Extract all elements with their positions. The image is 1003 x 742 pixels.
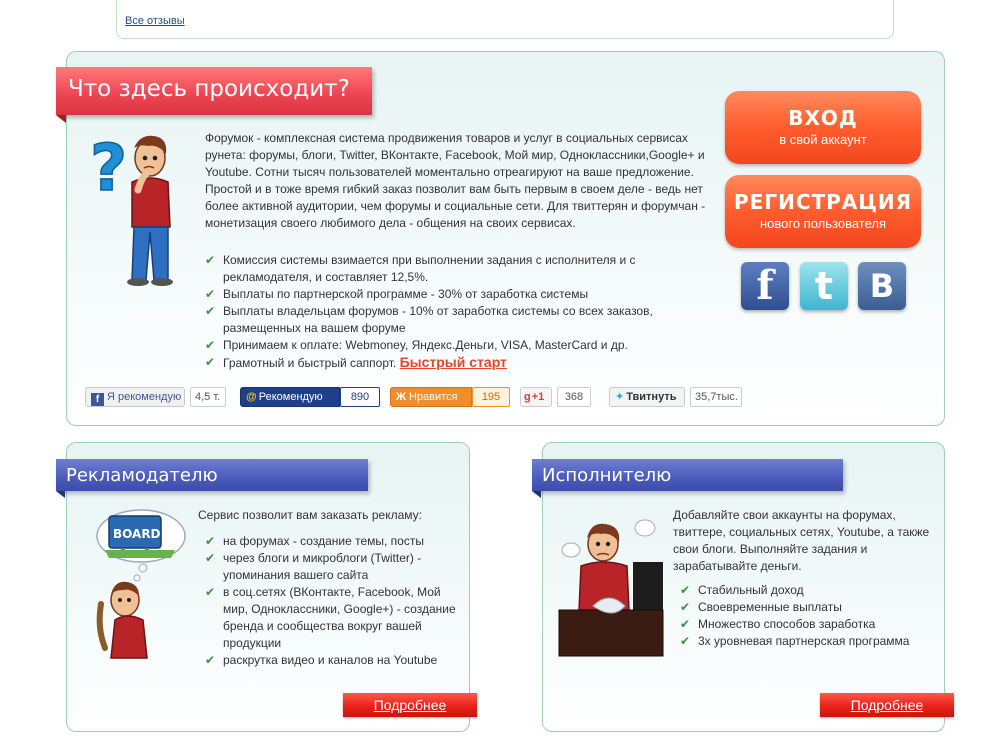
quick-start-link[interactable]: Быстрый старт [399,354,507,370]
tweet-button[interactable] [609,387,685,407]
twitter-icon[interactable] [800,262,848,310]
login-button[interactable] [725,91,921,164]
list-item: ✔ Стабильный доход [680,582,930,599]
list-item: ✔ Выплаты по партнерской программе - 30% от заработка системы [205,286,675,303]
advertiser-intro: Сервис позволит вам заказать рекламу: [198,508,422,522]
list-item: ✔ в соц.сетях (ВКонтакте, Facebook, Мой мир, Одноклассники, Google+) - создание бренда и сообщества вокруг вашей продукции [205,584,465,652]
list-item: ✔ Своевременные выплаты [680,599,930,616]
list-item: ✔ 3х уровневая партнерская программа [680,633,930,650]
list-item: ✔ Комиссия системы взимается при выполнении задания с исполнителя и с рекламодателя, и составляет 12,5%. [205,252,675,286]
list-item: ✔ на форумах - создание темы, посты [205,533,465,550]
facebook-icon-glyph: f [756,262,774,309]
about-intro: Форумок - комплексная система продвижения товаров и услуг в социальных сервисах рунета: форумы, блоги, Twitter, ВКонтакте, Facebook, Мой мир, Одноклассники,Google+ и Youtube. Сотни тысяч пользователей моментально отреагируют на ваше предложение. Простой и в тоже время гибкий заказ позволит вам быть первым в своем деле - ведь нет более активной аудитории, чем форумы и социальные сети. Для твиттерян и форумчан - монетизация своего любимого дела - общения на своих сервисах. [205,131,706,230]
executor-illustration [553,510,668,660]
facebook-recommend-label: Я рекомендую [107,391,182,403]
features-list [205,252,675,372]
executor-title: Исполнителю [532,459,843,491]
list-item: ✔ Множество способов заработка [680,616,930,633]
advertiser-list [205,533,465,669]
register-button-subtitle: нового пользователя [759,216,887,231]
executor-more-button[interactable]: Подробнее [820,693,954,717]
mailru-recommend-label: Рекомендую [258,391,323,403]
twitter-icon-glyph: t [814,264,834,308]
login-button-subtitle: в свой аккаунт [779,132,867,147]
tweet-label: Твитнуть [626,391,677,403]
facebook-count: 4,5 т. [190,387,226,407]
board-label: BOARD [113,527,161,541]
login-button-title: ВХОД [788,106,858,130]
vk-icon[interactable] [858,262,906,310]
twitter-count: 35,7тыс. [690,387,742,407]
gplus-button[interactable] [520,387,552,407]
ok-icon: Ж [396,391,406,403]
list-item: ✔ раскрутка видео и каналов на Youtube [205,652,465,669]
mailru-count: 890 [340,387,380,407]
list-item [205,354,675,372]
advertiser-illustration [95,508,195,663]
facebook-icon[interactable] [741,262,789,310]
about-title: Что здесь происходит? [56,67,372,115]
thinking-man-illustration [88,132,178,287]
svg-text:?: ? [90,132,128,206]
facebook-recommend-button[interactable] [85,387,185,407]
ok-like-button[interactable] [390,387,472,407]
facebook-small-icon: f [91,393,104,406]
gplus-label: +1 [531,391,545,403]
list-item: ✔ Принимаем к оплате: Webmoney, Яндекс.Деньги, VISA, MasterCard и др. [205,337,675,354]
register-button[interactable] [725,175,921,248]
mailru-recommend-button[interactable] [240,387,340,407]
list-item: ✔ через блоги и микроблоги (Twitter) - упоминания вашего сайта [205,550,465,584]
advertiser-title: Рекламодателю [56,459,368,491]
reviews-box [116,0,894,39]
gplus-icon: g [524,391,531,403]
list-item: ✔ Выплаты владельцам форумов - 10% от заработка системы со всех заказов, размещенных на вашем форуме [205,303,675,337]
executor-intro: Добавляйте свои аккаунты на форумах, твиттере, социальных сетях, Youtube, а также свои блоги. Выполняйте задания и зарабатывайте деньги. [673,508,930,573]
ok-count: 195 [472,387,510,407]
advertiser-more-button[interactable]: Подробнее [343,693,477,717]
vk-icon-glyph: B [869,267,895,305]
share-bar [0,387,1003,407]
support-text: Грамотный и быстрый саппорт. [223,356,397,370]
executor-list [680,582,930,650]
mailru-icon: @ [246,391,257,403]
register-button-title: РЕГИСТРАЦИЯ [734,190,912,214]
twitter-bird-icon: ✦ [615,391,625,403]
all-reviews-link[interactable]: Все отзывы [125,15,185,27]
ok-like-label: Нравится [408,391,458,403]
gplus-count: 368 [557,387,591,407]
